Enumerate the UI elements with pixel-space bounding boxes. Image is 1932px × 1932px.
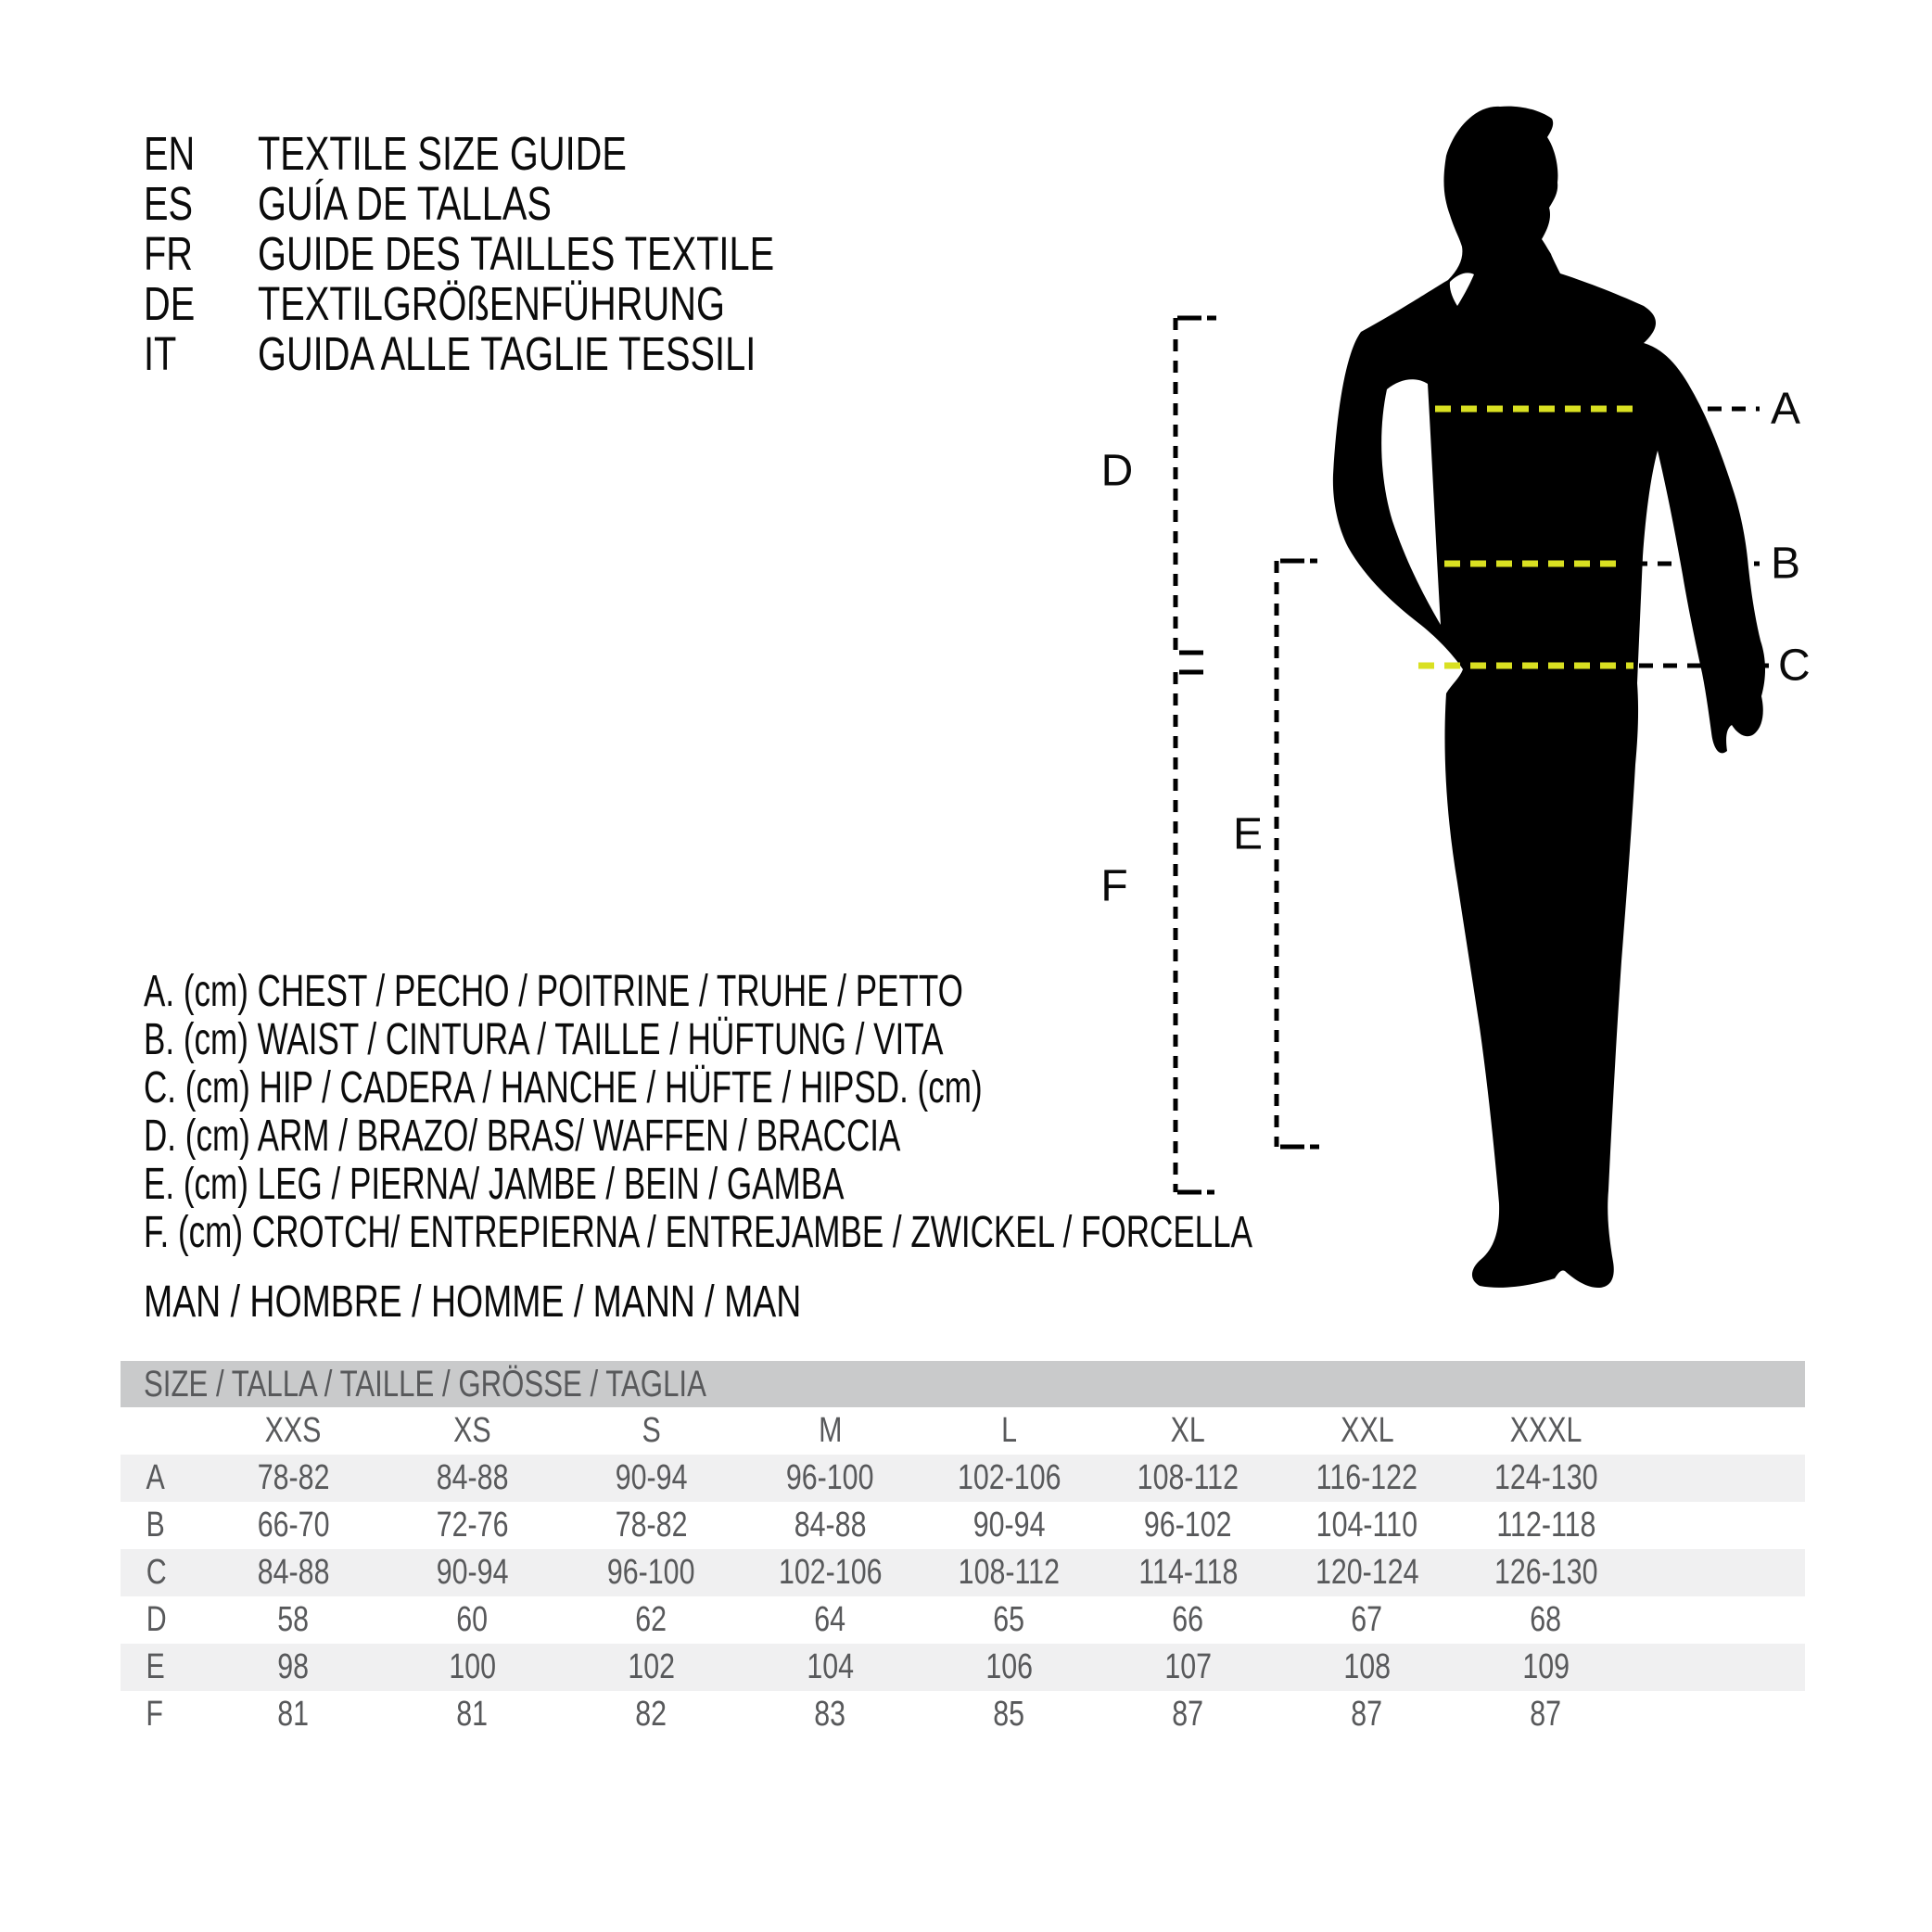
- table-cell: 68: [1530, 1600, 1562, 1639]
- table-cell: 84-88: [257, 1553, 330, 1592]
- size-col-l: L: [1001, 1411, 1017, 1450]
- table-row-c: [121, 1549, 1805, 1596]
- lang-code: EN: [144, 126, 196, 180]
- label-crotch-f: F: [1100, 861, 1128, 911]
- table-cell: 60: [456, 1600, 489, 1639]
- table-cell: 81: [277, 1695, 310, 1734]
- table-row-b: [121, 1502, 1805, 1549]
- label-hip-c: C: [1778, 641, 1811, 691]
- table-cell: 116-122: [1316, 1458, 1418, 1497]
- label-waist-b: B: [1771, 539, 1801, 589]
- table-row-d: [121, 1596, 1805, 1644]
- table-cell: 87: [1172, 1695, 1204, 1734]
- table-cell: 96-100: [607, 1553, 695, 1592]
- row-label: F: [146, 1695, 163, 1734]
- table-cell: 84-88: [436, 1458, 509, 1497]
- table-row-e: [121, 1644, 1805, 1691]
- legend-leg: E. (cm) LEG / PIERNA/ JAMBE / BEIN / GAMBA: [144, 1159, 845, 1209]
- size-col-xs: XS: [453, 1411, 491, 1450]
- table-cell: 102: [628, 1647, 675, 1686]
- label-leg-e: E: [1232, 809, 1264, 859]
- guide-title: GUIDE DES TAILLES TEXTILE: [258, 226, 775, 280]
- table-cell: 64: [814, 1600, 846, 1639]
- legend-arm: D. (cm) ARM / BRAZO/ BRAS/ WAFFEN / BRACCIA: [144, 1111, 901, 1161]
- table-cell: 96-100: [786, 1458, 874, 1497]
- table-cell: 87: [1530, 1695, 1562, 1734]
- size-header-row: [121, 1407, 1805, 1455]
- table-cell: 108: [1343, 1647, 1391, 1686]
- table-cell: 87: [1351, 1695, 1383, 1734]
- table-cell: 112-118: [1495, 1506, 1596, 1544]
- table-cell: 124-130: [1493, 1458, 1598, 1497]
- size-col-xl: XL: [1170, 1411, 1206, 1450]
- legend-crotch: F. (cm) CROTCH/ ENTREPIERNA / ENTREJAMBE / ZWICKEL / FORCELLA: [144, 1207, 1253, 1257]
- table-cell: 72-76: [436, 1506, 509, 1544]
- table-cell: 102-106: [778, 1553, 883, 1592]
- table-cell: 108-112: [1137, 1458, 1239, 1497]
- table-cell: 114-118: [1138, 1553, 1239, 1592]
- table-cell: 102-106: [957, 1458, 1061, 1497]
- table-cell: 66-70: [257, 1506, 330, 1544]
- size-col-xxs: XXS: [265, 1411, 322, 1450]
- table-cell: 78-82: [257, 1458, 330, 1497]
- man-measurement-figure: [1066, 74, 1836, 1307]
- table-cell: 90-94: [972, 1506, 1046, 1544]
- guide-title: TEXTILGRÖßENFÜHRUNG: [258, 276, 725, 330]
- table-cell: 104: [807, 1647, 854, 1686]
- guide-title: GUÍA DE TALLAS: [258, 176, 552, 230]
- lang-code: DE: [144, 276, 196, 330]
- row-label: B: [146, 1506, 165, 1544]
- lang-code: ES: [144, 176, 194, 230]
- table-row-a: [121, 1455, 1805, 1502]
- table-cell: 96-102: [1144, 1506, 1232, 1544]
- table-cell: 84-88: [794, 1506, 867, 1544]
- label-arm-d: D: [1100, 446, 1134, 496]
- table-cell: 90-94: [436, 1553, 509, 1592]
- table-cell: 62: [635, 1600, 667, 1639]
- table-cell: 120-124: [1315, 1553, 1419, 1592]
- table-cell: 108-112: [958, 1553, 1061, 1592]
- row-label: D: [146, 1600, 167, 1639]
- size-col-m: M: [818, 1411, 843, 1450]
- man-silhouette: [1333, 107, 1765, 1288]
- size-col-xxl: XXL: [1340, 1411, 1394, 1450]
- table-cell: 104-110: [1316, 1506, 1418, 1544]
- table-cell: 82: [635, 1695, 667, 1734]
- size-col-xxxl: XXXL: [1509, 1411, 1582, 1450]
- table-cell: 81: [456, 1695, 489, 1734]
- table-cell: 58: [277, 1600, 310, 1639]
- size-col-s: S: [642, 1411, 661, 1450]
- table-cell: 106: [985, 1647, 1033, 1686]
- row-label: C: [146, 1553, 167, 1592]
- size-table-title: SIZE / TALLA / TAILLE / GRÖSSE / TAGLIA: [144, 1363, 706, 1405]
- legend-chest: A. (cm) CHEST / PECHO / POITRINE / TRUHE / PETTO: [144, 966, 963, 1016]
- row-label: E: [146, 1647, 165, 1686]
- table-cell: 66: [1172, 1600, 1204, 1639]
- table-cell: 85: [993, 1695, 1025, 1734]
- table-cell: 126-130: [1493, 1553, 1598, 1592]
- table-cell: 67: [1351, 1600, 1383, 1639]
- label-chest-a: A: [1771, 384, 1801, 434]
- size-table-header-bar: [121, 1361, 1805, 1407]
- table-row-f: [121, 1691, 1805, 1738]
- table-cell: 100: [449, 1647, 496, 1686]
- size-table: [121, 1361, 1805, 1738]
- table-cell: 90-94: [615, 1458, 688, 1497]
- table-cell: 98: [277, 1647, 310, 1686]
- table-cell: 78-82: [615, 1506, 688, 1544]
- table-cell: 83: [814, 1695, 846, 1734]
- table-cell: 107: [1164, 1647, 1212, 1686]
- row-label: A: [146, 1458, 165, 1497]
- lang-code: FR: [144, 226, 194, 280]
- table-cell: 109: [1522, 1647, 1570, 1686]
- guide-title: GUIDA ALLE TAGLIE TESSILI: [258, 326, 756, 380]
- legend-hip: C. (cm) HIP / CADERA / HANCHE / HÜFTE / HIPSD. (cm): [144, 1062, 983, 1112]
- legend-waist: B. (cm) WAIST / CINTURA / TAILLE / HÜFTUNG / VITA: [144, 1014, 944, 1064]
- lang-code: IT: [144, 326, 177, 380]
- guide-title: TEXTILE SIZE GUIDE: [258, 126, 627, 180]
- table-cell: 65: [993, 1600, 1025, 1639]
- audience-label: MAN / HOMBRE / HOMME / MANN / MAN: [144, 1277, 802, 1327]
